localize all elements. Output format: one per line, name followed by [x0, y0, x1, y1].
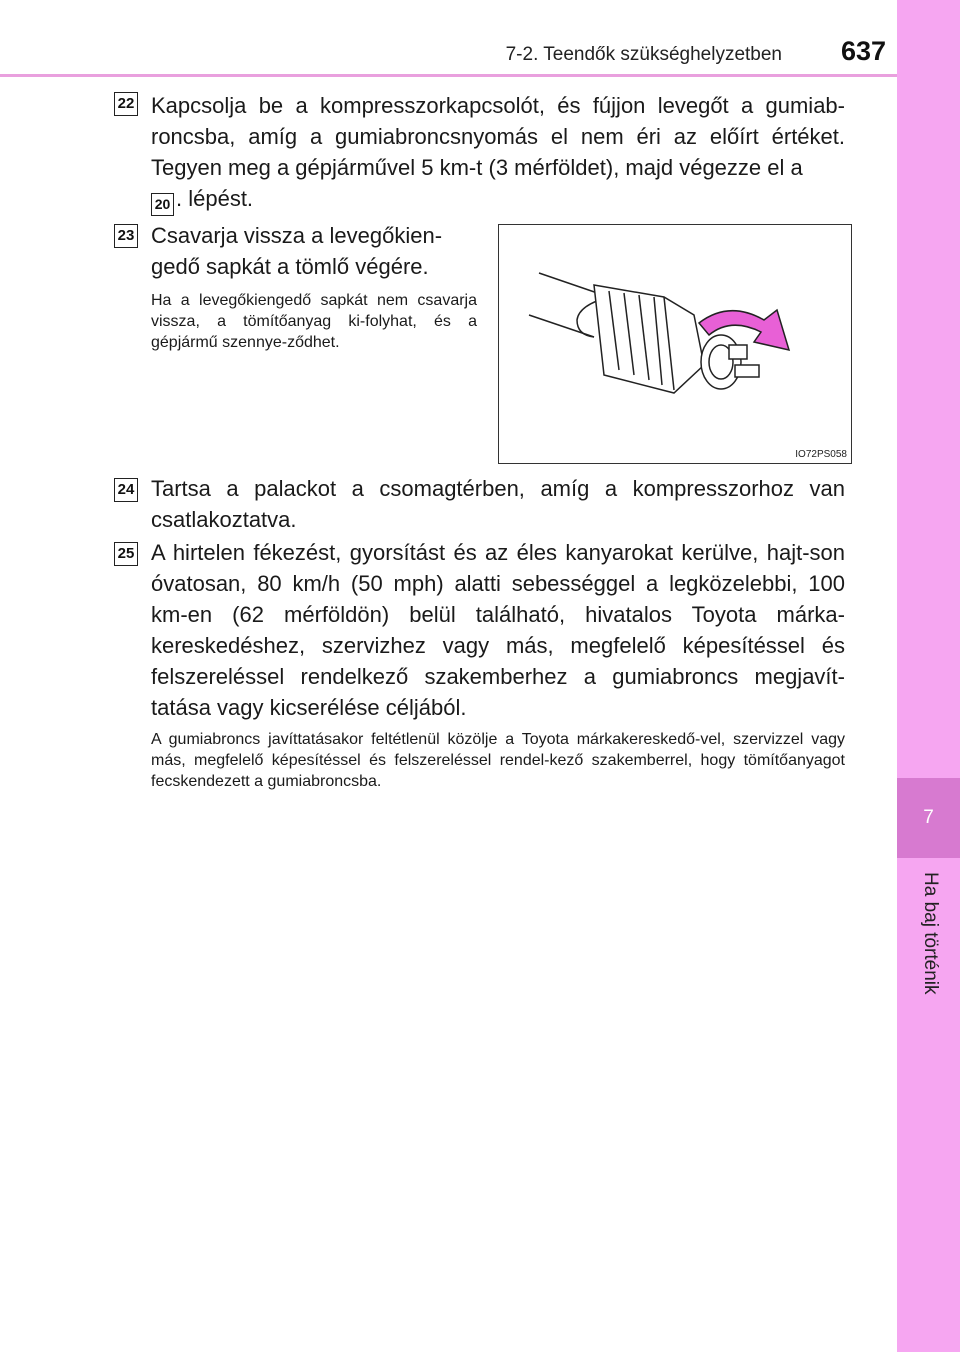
- page-number: 637: [840, 36, 886, 66]
- step-text: [151, 90, 845, 216]
- step-reference-badge: 20: [151, 193, 174, 216]
- step-number-badge: 22: [114, 92, 138, 116]
- chapter-side-tab: [897, 0, 960, 1352]
- figure-hose-cap-illustration: [498, 224, 852, 464]
- chapter-number-box: 7: [897, 778, 960, 858]
- step-number-badge: 25: [114, 542, 138, 566]
- step-text-part: . lépést.: [176, 186, 254, 211]
- header-divider: [0, 74, 897, 77]
- hose-cap-drawing: [499, 225, 850, 462]
- step-text: A hirtelen fékezést, gyorsítást és az éles kanyarokat kerülve, hajt-son óvatosan, 80 km/h (50 mph) alatti sebességgel a legközelebbi, 100 km-en (62 mérföldön) belül található, hivatalos Toyota márka-kereskedéshez, szervizhez vagy más, megfelelő képesítéssel és felszereléssel rendelkező szakemberhez a gumiabroncs megjavít-tatása vagy kicserélése céljából.: [151, 540, 845, 720]
- figure-code: IO72PS058: [795, 449, 847, 460]
- step-text: Tartsa a palackot a csomagtérben, amíg a kompresszorhoz van csatlakoztatva.: [151, 476, 845, 532]
- step-note: Ha a levegőkiengedő sapkát nem csavarja vissza, a tömítőanyag ki-folyhat, és a gépjármű szennye-ződhet.: [151, 292, 477, 351]
- step-number-badge: 24: [114, 478, 138, 502]
- step-text: Csavarja vissza a levegőkien-gedő sapkát a tömlő végére.: [151, 223, 443, 279]
- step-note: A gumiabroncs javíttatásakor feltétlenül közölje a Toyota márkakereskedő-vel, szervizzel vagy más, megfelelő képesítéssel és felszereléssel rendel-kező szakemberrel, hogy tömítőanyagot fecskendezett a gumiabroncsba.: [151, 731, 845, 790]
- step-number-badge: 23: [114, 224, 138, 248]
- header-section-title: 7-2. Teendők szükséghelyzetben: [505, 44, 782, 65]
- step-text-part: Kapcsolja be a kompresszorkapcsolót, és fújjon levegőt a gumiab-roncsba, amíg a gumiabroncsnyomás el nem éri az előírt értéket. Tegyen meg a gépjárművel 5 km-t (3 mérföldet), majd végezze el a: [151, 93, 845, 180]
- chapter-title: Ha baj történik: [920, 872, 941, 995]
